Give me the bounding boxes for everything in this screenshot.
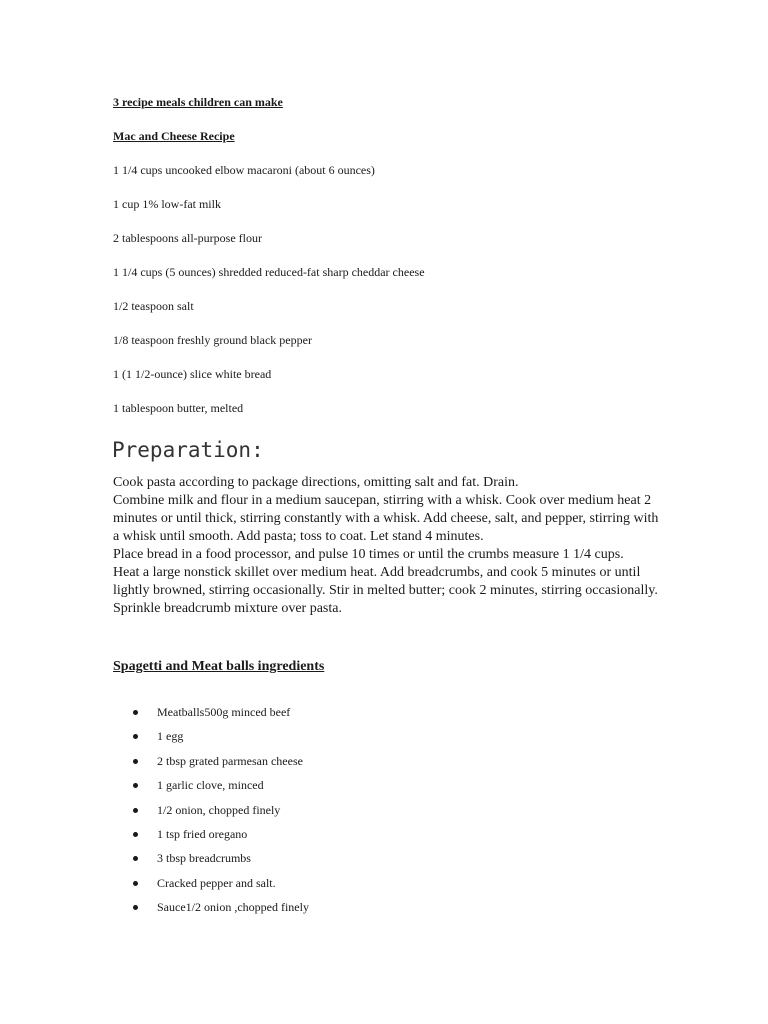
preparation-step: Cook pasta according to package directions, omitting salt and fat. Drain. (113, 475, 519, 490)
bullet-icon (133, 710, 138, 715)
ingredient-line: 1 (1 1/2-ounce) slice white bread (113, 367, 272, 381)
list-item-text: 3 tbsp breadcrumbs (157, 851, 251, 866)
ingredient-line: 2 tablespoons all-purpose flour (113, 231, 262, 245)
bullet-icon (133, 808, 138, 813)
list-item-text: 2 tbsp grated parmesan cheese (157, 753, 303, 768)
list-item-text: Cracked pepper and salt. (157, 875, 276, 890)
ingredient-line: 1/8 teaspoon freshly ground black pepper (113, 333, 312, 347)
mac-and-cheese-heading: Mac and Cheese Recipe (113, 129, 235, 143)
ingredient-line: 1/2 teaspoon salt (113, 299, 194, 313)
bullet-icon (133, 832, 138, 837)
list-item-text: Meatballs500g minced beef (157, 705, 291, 719)
ingredient-line: 1 1/4 cups (5 ounces) shredded reduced-fat sharp cheddar cheese (113, 265, 425, 279)
bullet-icon (133, 905, 138, 910)
spaghetti-heading: Spagetti and Meat balls ingredients (113, 659, 325, 674)
bullet-icon (133, 856, 138, 861)
bullet-icon (133, 759, 138, 764)
list-item-text: 1 tsp fried oregano (157, 826, 248, 841)
ingredient-line: 1 1/4 cups uncooked elbow macaroni (about 6 ounces) (113, 163, 375, 177)
list-item-text: Sauce1/2 onion ,chopped finely (157, 900, 309, 915)
list-item-text: 1 garlic clove, minced (157, 778, 264, 793)
preparation-heading: Preparation: (112, 438, 264, 462)
list-item-text: 1/2 onion, chopped finely (157, 802, 281, 817)
preparation-step: Combine milk and flour in a medium saucepan, stirring with a whisk. Cook over medium heat 2 minutes or until thick, stirring constantly with a whisk. Add cheese, salt, and pepper, stirring with a whisk until smooth. Add pasta; toss to coat. Let stand 4 minutes. (113, 493, 659, 544)
preparation-steps (113, 474, 661, 618)
ingredient-line: 1 cup 1% low-fat milk (113, 197, 221, 211)
bullet-icon (133, 783, 138, 788)
preparation-step: Place bread in a food processor, and pulse 10 times or until the crumbs measure 1 1/4 cups. (113, 547, 624, 562)
document-title: 3 recipe meals children can make (113, 95, 283, 109)
bullet-icon (133, 734, 138, 739)
ingredient-line: 1 tablespoon butter, melted (113, 401, 244, 415)
list-item-text: 1 egg (157, 729, 184, 744)
bullet-icon (133, 881, 138, 886)
preparation-step: Heat a large nonstick skillet over medium heat. Add breadcrumbs, and cook 5 minutes or until lightly browned, stirring occasionally. Stir in melted butter; cook 2 minutes, stirring occasionally. Sprinkle breadcrumb mixture over pasta. (113, 565, 658, 616)
